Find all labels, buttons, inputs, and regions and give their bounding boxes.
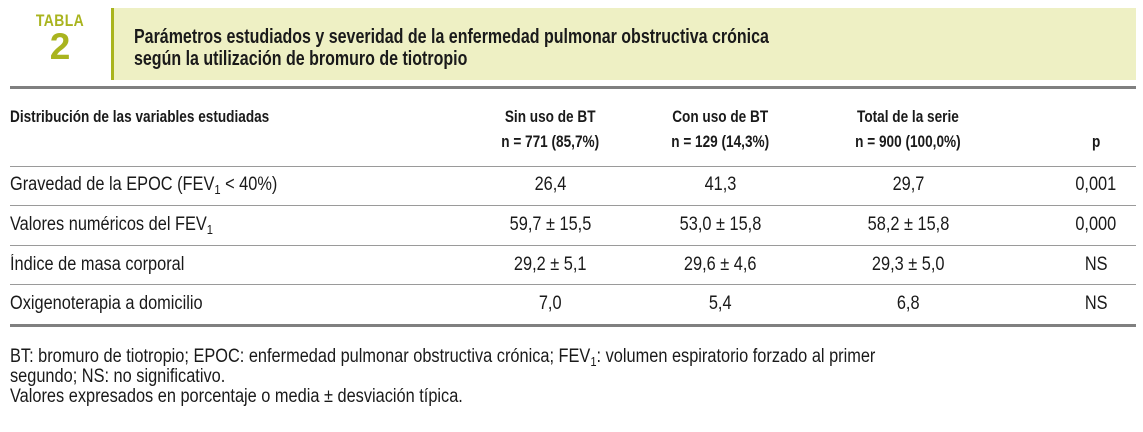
- cell-total: 58,2 ± 15,8: [867, 214, 949, 235]
- cell-sin-bt: 7,0: [538, 293, 562, 314]
- table-label: [10, 8, 110, 80]
- column-header-total: [808, 104, 1008, 154]
- column-header-variables: [10, 104, 334, 129]
- table-footnote: [10, 347, 1016, 407]
- row-label: Gravedad de la EPOC $(FEV_1 < 40\%)$: [10, 174, 278, 197]
- table-title-line-2: según la utilización de bromuro de tiotropio: [134, 48, 468, 70]
- table-title-line-1: Parámetros estudiados y severidad de la enfermedad pulmonar obstructiva crónica: [134, 26, 769, 48]
- cell-con-bt: 53,0 ± 15,8: [679, 214, 761, 235]
- column-header-variables-label: Distribución de las variables estudiadas: [10, 107, 270, 126]
- cell-con-bt: 5,4: [708, 293, 732, 314]
- cell-p: NS: [1084, 293, 1108, 314]
- column-header-sin-bt-label: Sin uso de BT n = 771 (85,7%): [501, 107, 599, 151]
- footnote-line-3: Valores expresados en porcentaje o media ± desviación típica.: [10, 386, 463, 407]
- footnote-line-1: BT: bromuro de tiotropio; EPOC: enfermedad pulmonar obstructiva crónica; $FEV_1$: volumen espiratorio forzado al primer: [10, 346, 876, 369]
- cell-total: 29,3 ± 5,0: [871, 254, 945, 275]
- row-divider: [10, 284, 1136, 285]
- cell-sin-bt: 59,7 ± 15,5: [509, 214, 591, 235]
- table-title-band: [111, 8, 1136, 80]
- table-bottom-rule: [10, 324, 1136, 327]
- cell-sin-bt: 26,4: [534, 174, 566, 195]
- row-label: Índice de masa corporal: [10, 254, 185, 275]
- column-header-con-bt-label: Con uso de BT n = 129 (14,3%): [671, 107, 769, 151]
- column-header-total-label: Total de la serie n = 900 (100,0%): [855, 107, 961, 151]
- cell-p: 0,000: [1075, 214, 1117, 235]
- cell-p: NS: [1084, 254, 1108, 275]
- row-divider: [10, 245, 1136, 246]
- cell-p: 0,001: [1075, 174, 1117, 195]
- table-title: [134, 26, 769, 70]
- row-label: Oxigenoterapia a domicilio: [10, 293, 203, 314]
- column-header-con-bt: [620, 104, 820, 154]
- cell-sin-bt: 29,2 ± 5,1: [513, 254, 587, 275]
- cell-con-bt: 29,6 ± 4,6: [683, 254, 757, 275]
- cell-total: 6,8: [896, 293, 920, 314]
- header-top-rule: [10, 86, 1136, 89]
- footnote-line-2: segundo; NS: no significativo.: [10, 366, 226, 387]
- row-divider: [10, 205, 1136, 206]
- cell-con-bt: 41,3: [704, 174, 736, 195]
- row-divider: [10, 166, 1136, 167]
- table-label-word: TABLA: [35, 11, 85, 30]
- cell-total: 29,7: [892, 174, 924, 195]
- row-label: Valores numéricos del $FEV_1$: [10, 214, 214, 237]
- table-label-number: 2: [49, 26, 71, 67]
- column-header-p: [1056, 129, 1136, 154]
- column-header-p-label: p: [1091, 132, 1101, 151]
